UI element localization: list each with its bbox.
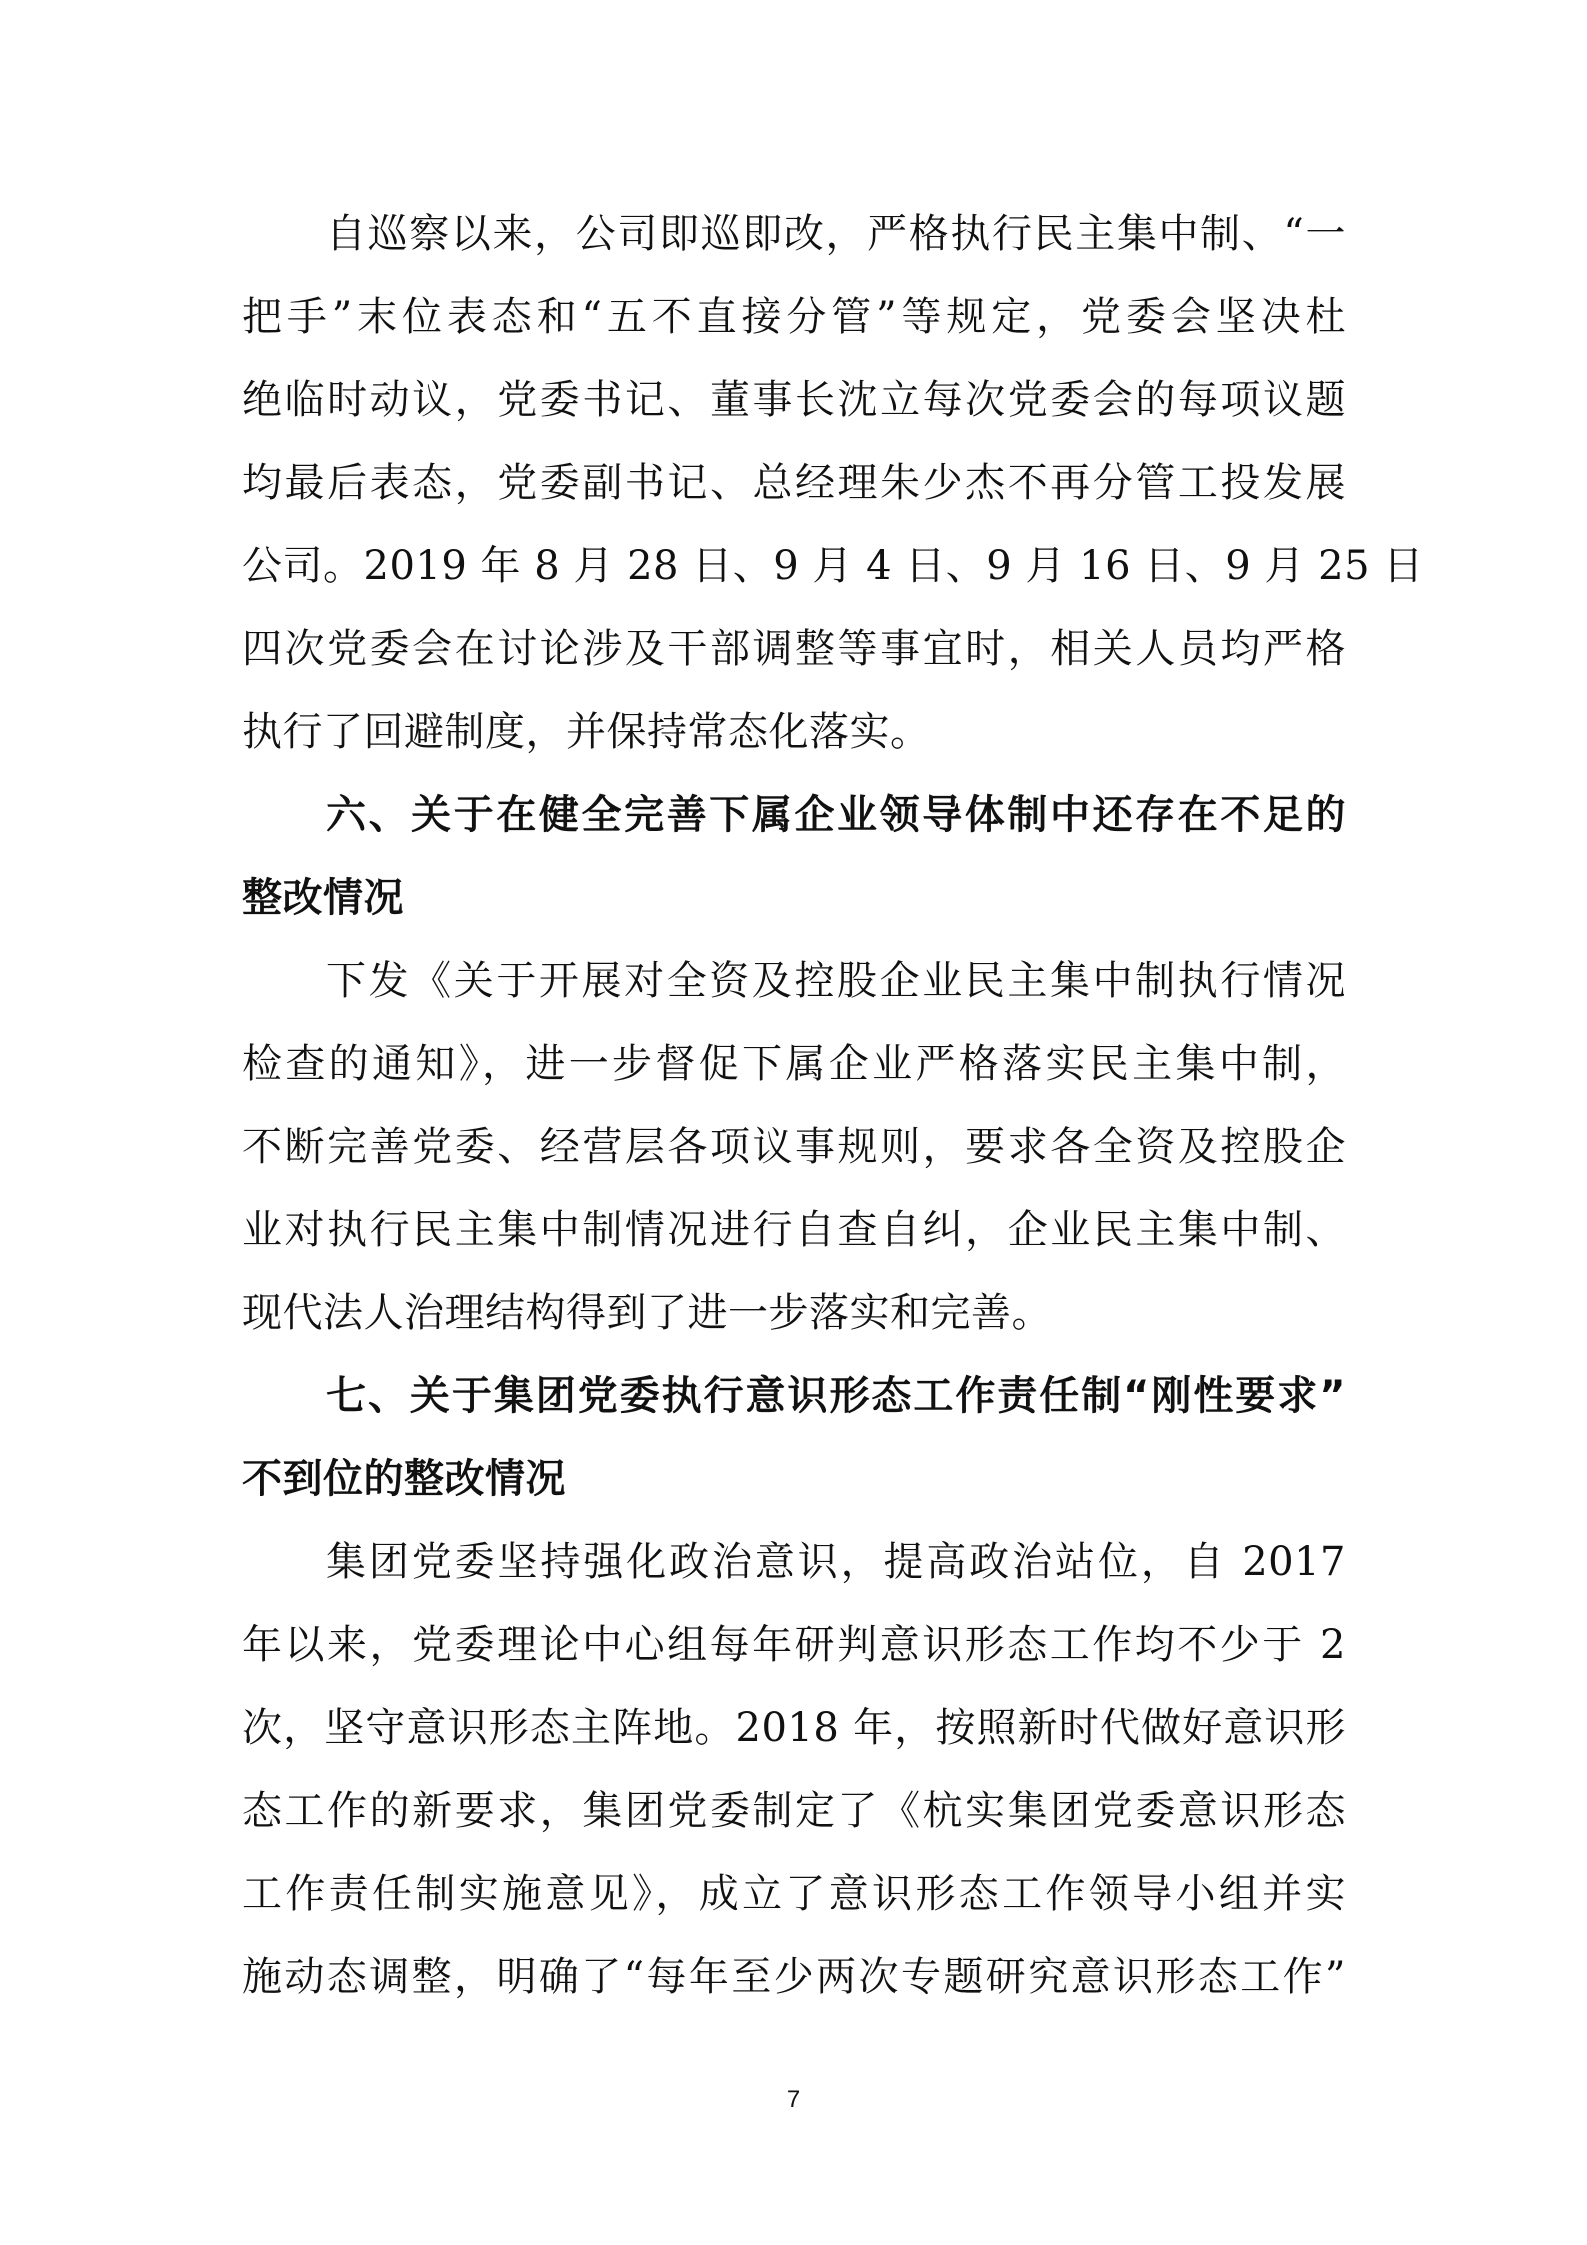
text-line: 业对执行民主集中制情况进行自查自纠，企业民主集中制、 [242,1207,1346,1253]
text-line: 工作责任制实施意见》，成立了意识形态工作领导小组并实 [242,1871,1346,1917]
text-line: 四次党委会在讨论涉及干部调整等事宜时，相关人员均严格 [242,626,1346,672]
paragraph-democratic-centralism-check [242,951,1346,1366]
text-line: 施动态调整，明确了“每年至少两次专题研究意识形态工作” [242,1954,1346,2000]
heading-line: 不到位的整改情况 [242,1456,566,1502]
text-line: 下发《关于开展对全资及控股企业民主集中制执行情况 [326,958,1346,1004]
paragraph-ideology-responsibility [242,1532,1346,2030]
text-line: 次，坚守意识形态主阵地。2018 年，按照新时代做好意识形 [242,1705,1346,1751]
text-line: 现代法人治理结构得到了进一步落实和完善。 [242,1290,1052,1336]
paragraph-inspection-rectification [242,204,1424,785]
heading-line: 七、关于集团党委执行意识形态工作责任制“刚性要求” [326,1373,1346,1419]
text-line: 不断完善党委、经营层各项议事规则，要求各全资及控股企 [242,1124,1346,1170]
text-line: 集团党委坚持强化政治意识，提高政治站位，自 2017 [326,1539,1346,1585]
text-line: 自巡察以来，公司即巡即改，严格执行民主集中制、“一 [326,211,1346,257]
text-line: 检查的通知》，进一步督促下属企业严格落实民主集中制， [242,1041,1346,1087]
section-heading-seven [242,1366,1346,1532]
page-number: 7 [786,2086,801,2113]
text-line: 把手”末位表态和“五不直接分管”等规定，党委会坚决杜 [242,294,1346,340]
text-line: 执行了回避制度，并保持常态化落实。 [242,709,931,755]
text-line: 年以来，党委理论中心组每年研判意识形态工作均不少于 2 [242,1622,1346,1668]
heading-line: 六、关于在健全完善下属企业领导体制中还存在不足的 [326,792,1346,838]
section-heading-six [242,785,1346,951]
text-line: 态工作的新要求，集团党委制定了《杭实集团党委意识形态 [242,1788,1346,1834]
document-body [242,204,1424,2030]
text-line: 均最后表态，党委副书记、总经理朱少杰不再分管工投发展 [242,460,1346,506]
text-line: 公司。2019 年 8 月 28 日、9 月 4 日、9 月 16 日、9 月 25 日 [242,543,1424,589]
heading-line: 整改情况 [242,875,404,921]
text-line: 绝临时动议，党委书记、董事长沈立每次党委会的每项议题 [242,377,1346,423]
